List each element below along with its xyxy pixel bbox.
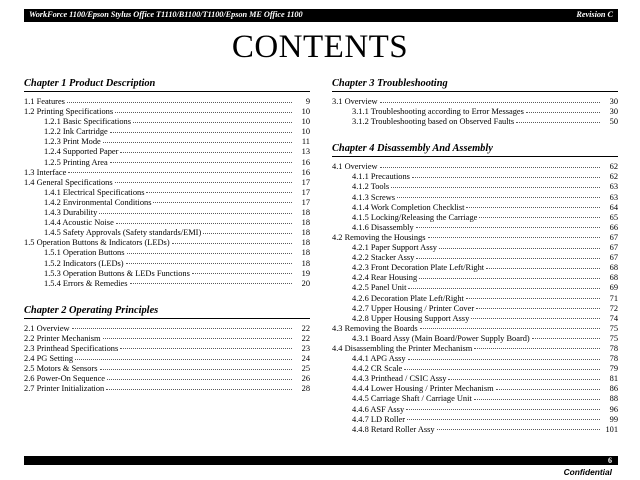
toc-entry-label: 3.1 Overview [332, 97, 378, 106]
toc-entry-page-number: 10 [301, 127, 310, 137]
toc-entry[interactable] [332, 393, 618, 403]
dot-leader [133, 116, 292, 124]
toc-entry[interactable] [24, 353, 310, 363]
toc-entry-label: 1.4.5 Safety Approvals (Safety standards/EMI) [44, 228, 202, 238]
contents-column-left [24, 78, 310, 446]
toc-entry-label: 4.4.8 Retard Roller Assy [352, 424, 435, 434]
toc-entry-label: 4.2 Removing the Housings [332, 232, 426, 242]
toc-entry-label: 4.4.2 CR Scale [352, 364, 403, 374]
chapter-spacer [24, 294, 310, 305]
toc-entry[interactable] [332, 293, 618, 303]
dot-leader [397, 192, 600, 200]
toc-entry-label: 2.4 PG Setting [24, 354, 74, 364]
toc-entry[interactable] [24, 217, 310, 227]
toc-entry[interactable] [332, 404, 618, 414]
toc-list [332, 96, 618, 126]
dot-leader [391, 181, 600, 189]
toc-entry-page-number: 30 [609, 97, 618, 106]
toc-entry-page-number: 18 [301, 208, 310, 218]
toc-entry-label: 4.2.1 Paper Support Assy [352, 243, 437, 253]
toc-entry-page-number: 18 [301, 258, 310, 268]
dot-leader [68, 167, 292, 175]
toc-entry-label: 2.2 Printer Mechanism [24, 333, 101, 343]
toc-entry[interactable] [332, 373, 618, 383]
toc-entry-label: 4.4.7 LD Roller [352, 414, 406, 424]
toc-entry[interactable] [24, 268, 310, 278]
dot-leader [67, 96, 292, 104]
toc-entry-page-number: 96 [609, 404, 618, 414]
toc-entry[interactable] [332, 333, 618, 343]
toc-entry[interactable] [24, 227, 310, 237]
chapter-block [332, 143, 618, 434]
toc-entry-label: 1.2.1 Basic Specifications [44, 117, 131, 127]
toc-entry[interactable] [24, 187, 310, 197]
dot-leader [107, 373, 292, 381]
page-title: CONTENTS [231, 29, 409, 65]
toc-entry[interactable] [24, 258, 310, 268]
dot-leader [380, 161, 600, 169]
dot-leader [100, 363, 292, 371]
toc-entry[interactable] [24, 207, 310, 217]
toc-entry[interactable] [332, 363, 618, 373]
toc-entry[interactable] [24, 136, 310, 146]
chapter-spacer [332, 132, 618, 143]
toc-entry-label: 1.5.3 Operation Buttons & LEDs Functions [44, 268, 190, 278]
toc-entry[interactable] [24, 383, 310, 393]
toc-entry-page-number: 17 [301, 187, 310, 197]
toc-entry-label: 4.2.6 Decoration Plate Left/Right [352, 293, 464, 303]
toc-entry[interactable] [332, 96, 618, 106]
toc-entry-label: 1.4.2 Environmental Conditions [44, 197, 152, 207]
chapter-heading[interactable]: Chapter 2 Operating Principles [24, 305, 310, 319]
toc-entry-label: 4.2.5 Panel Unit [352, 283, 407, 293]
toc-entry-page-number: 68 [609, 263, 618, 273]
dot-leader [103, 136, 292, 144]
toc-entry-page-number: 28 [301, 384, 310, 394]
toc-entry-page-number: 18 [301, 238, 310, 248]
toc-entry-label: 4.2.2 Stacker Assy [352, 253, 415, 263]
toc-entry-label: 4.4.6 ASF Assy [352, 404, 405, 414]
toc-entry[interactable] [24, 373, 310, 383]
toc-entry[interactable] [24, 323, 310, 333]
toc-entry-page-number: 17 [301, 197, 310, 207]
header-product-line: WorkForce 1100/Epson Stylus Office T1110/B1100/T1100/Epson ME Office 1100 [29, 10, 303, 20]
dot-leader [116, 217, 292, 225]
dot-leader [115, 177, 292, 185]
toc-entry-page-number: 50 [609, 117, 618, 127]
toc-entry-page-number: 65 [609, 212, 618, 222]
toc-entry[interactable] [332, 313, 618, 323]
toc-entry-page-number: 99 [609, 414, 618, 424]
toc-entry[interactable] [24, 197, 310, 207]
dot-leader [476, 303, 600, 311]
dot-leader [466, 202, 600, 210]
running-header [24, 9, 618, 22]
toc-entry-label: 2.1 Overview [24, 323, 70, 333]
toc-entry[interactable] [24, 333, 310, 343]
toc-entry-label: 4.1 Overview [332, 162, 378, 172]
dot-leader [516, 116, 600, 124]
toc-entry-page-number: 72 [609, 303, 618, 313]
dot-leader [474, 343, 600, 351]
toc-entry[interactable] [332, 252, 618, 262]
toc-entry-page-number: 88 [609, 394, 618, 404]
dot-leader [439, 242, 600, 250]
toc-entry[interactable] [332, 383, 618, 393]
toc-entry-label: 4.2.4 Rear Housing [352, 273, 418, 283]
dot-leader [408, 353, 600, 361]
toc-entry-page-number: 71 [609, 293, 618, 303]
toc-entry-label: 4.4.5 Carriage Shaft / Carriage Unit [352, 394, 472, 404]
dot-leader [466, 293, 600, 301]
dot-leader [130, 278, 292, 286]
toc-entry[interactable] [24, 278, 310, 288]
dot-leader [192, 268, 292, 276]
toc-entry[interactable] [24, 343, 310, 353]
toc-entry-page-number: 75 [609, 333, 618, 343]
dot-leader [99, 207, 292, 215]
toc-entry[interactable] [24, 106, 310, 116]
toc-entry-page-number: 10 [301, 117, 310, 127]
toc-entry-label: 1.5.4 Errors & Remedies [44, 278, 128, 288]
toc-entry[interactable] [24, 146, 310, 156]
dot-leader [428, 232, 600, 240]
toc-entry[interactable] [332, 222, 618, 232]
toc-entry-label: 4.2.3 Front Decoration Plate Left/Right [352, 263, 485, 273]
toc-entry[interactable] [24, 237, 310, 247]
toc-entry[interactable] [332, 424, 618, 434]
toc-entry-label: 3.1.1 Troubleshooting according to Error Messages [352, 107, 524, 117]
dot-leader [406, 404, 600, 412]
toc-entry-label: 4.2.7 Upper Housing / Printer Cover [352, 303, 475, 313]
toc-entry-page-number: 67 [609, 232, 618, 242]
toc-entry-label: 1.4.1 Electrical Specifications [44, 187, 145, 197]
toc-entry[interactable] [332, 272, 618, 282]
toc-entry-page-number: 101 [605, 424, 618, 434]
dot-leader [526, 106, 600, 114]
toc-entry-page-number: 9 [305, 97, 310, 106]
toc-entry-page-number: 18 [301, 218, 310, 228]
toc-entry-label: 1.2.4 Supported Paper [44, 147, 119, 157]
toc-entry-label: 1.2.5 Printing Area [44, 157, 108, 167]
toc-entry-label: 2.5 Motors & Sensors [24, 364, 98, 374]
dot-leader [72, 323, 292, 331]
dot-leader [380, 96, 600, 104]
toc-entry[interactable] [332, 232, 618, 242]
toc-entry-label: 1.5 Operation Buttons & Indicators (LEDs) [24, 238, 170, 248]
toc-entry-label: 4.4.3 Printhead / CSIC Assy [352, 374, 447, 384]
toc-entry-label: 1.4 General Specifications [24, 177, 113, 187]
toc-entry-label: 1.1 Features [24, 97, 65, 106]
dot-leader [408, 282, 600, 290]
toc-entry-page-number: 18 [301, 228, 310, 238]
toc-entry[interactable] [332, 343, 618, 353]
toc-entry[interactable] [24, 126, 310, 136]
toc-entry-label: 4.3 Removing the Boards [332, 323, 418, 333]
toc-entry-page-number: 10 [301, 107, 310, 117]
toc-entry-label: 4.4.4 Lower Housing / Printer Mechanism [352, 384, 494, 394]
toc-entry-page-number: 86 [609, 384, 618, 394]
dot-leader [416, 252, 600, 260]
chapter-heading[interactable]: Chapter 1 Product Description [24, 78, 310, 92]
toc-entry-page-number: 75 [609, 323, 618, 333]
toc-entry[interactable] [24, 247, 310, 257]
toc-entry-page-number: 20 [301, 278, 310, 288]
toc-entry[interactable] [332, 242, 618, 252]
toc-entry-page-number: 66 [609, 222, 618, 232]
dot-leader [75, 353, 292, 361]
toc-entry[interactable] [24, 96, 310, 106]
toc-entry[interactable] [332, 192, 618, 202]
dot-leader [486, 262, 600, 270]
toc-entry[interactable] [332, 323, 618, 333]
dot-leader [103, 333, 292, 341]
toc-entry-page-number: 19 [301, 268, 310, 278]
toc-entry-label: 4.1.1 Precautions [352, 172, 410, 182]
toc-entry[interactable] [332, 161, 618, 171]
toc-entry-label: 4.1.5 Locking/Releasing the Carriage [352, 212, 478, 222]
toc-entry-page-number: 69 [609, 283, 618, 293]
toc-entry-page-number: 23 [301, 343, 310, 353]
toc-entry[interactable] [332, 262, 618, 272]
toc-entry-label: 1.5.1 Operation Buttons [44, 248, 125, 258]
toc-entry-label: 4.1.3 Screws [352, 192, 396, 202]
toc-entry-label: 2.3 Printhead Specifications [24, 343, 119, 353]
toc-entry-page-number: 67 [609, 253, 618, 263]
header-revision: Revision C [576, 10, 613, 20]
toc-entry-page-number: 79 [609, 364, 618, 374]
toc-entry-page-number: 13 [301, 147, 310, 157]
dot-leader [110, 157, 292, 165]
dot-leader [172, 237, 292, 245]
toc-entry-page-number: 63 [609, 182, 618, 192]
toc-entry-page-number: 62 [609, 162, 618, 172]
toc-entry-page-number: 16 [301, 167, 310, 177]
toc-entry-label: 1.2.3 Print Mode [44, 137, 101, 147]
dot-leader [496, 383, 600, 391]
toc-entry[interactable] [332, 116, 618, 126]
dot-leader [479, 212, 600, 220]
dot-leader [416, 222, 600, 230]
dot-leader [471, 313, 600, 321]
toc-list [332, 161, 618, 434]
toc-entry[interactable] [332, 303, 618, 313]
toc-entry-page-number: 22 [301, 333, 310, 343]
toc-entry[interactable] [24, 116, 310, 126]
dot-leader [127, 247, 293, 255]
chapter-block [24, 78, 310, 288]
toc-entry-page-number: 81 [609, 374, 618, 384]
toc-entry-page-number: 64 [609, 202, 618, 212]
toc-entry-page-number: 62 [609, 172, 618, 182]
toc-entry-label: 3.1.2 Troubleshooting based on Observed Faults [352, 117, 515, 127]
footer-page-number: 6 [608, 455, 612, 465]
toc-entry-page-number: 78 [609, 354, 618, 364]
dot-leader [115, 106, 292, 114]
toc-entry[interactable] [24, 167, 310, 177]
dot-leader [120, 146, 292, 154]
toc-entry-label: 1.4.4 Acoustic Noise [44, 218, 114, 228]
toc-entry-label: 1.3 Interface [24, 167, 67, 177]
chapter-heading[interactable]: Chapter 4 Disassembly And Assembly [332, 143, 618, 157]
dot-leader [404, 363, 600, 371]
toc-entry-page-number: 63 [609, 192, 618, 202]
chapter-block [332, 78, 618, 126]
toc-entry-page-number: 17 [301, 177, 310, 187]
toc-entry-label: 1.4.3 Durability [44, 208, 98, 218]
toc-entry-label: 1.2 Printing Specifications [24, 107, 114, 117]
dot-leader [407, 414, 600, 422]
contents-columns [24, 78, 618, 446]
dot-leader [448, 373, 600, 381]
toc-entry[interactable] [332, 212, 618, 222]
dot-leader [412, 171, 600, 179]
toc-entry[interactable] [332, 353, 618, 363]
toc-entry-page-number: 74 [609, 313, 618, 323]
dot-leader [474, 393, 600, 401]
toc-entry-page-number: 25 [301, 364, 310, 374]
running-footer [24, 456, 618, 465]
toc-entry-page-number: 24 [301, 354, 310, 364]
dot-leader [437, 424, 600, 432]
toc-entry-page-number: 18 [301, 248, 310, 258]
toc-entry-page-number: 22 [301, 323, 310, 333]
dot-leader [110, 126, 292, 134]
toc-entry[interactable] [332, 181, 618, 191]
chapter-heading[interactable]: Chapter 3 Troubleshooting [332, 78, 618, 92]
toc-entry-label: 4.1.6 Disassembly [352, 222, 414, 232]
toc-entry-label: 2.7 Printer Initialization [24, 384, 105, 394]
contents-column-right [332, 78, 618, 446]
dot-leader [120, 343, 292, 351]
toc-entry[interactable] [332, 414, 618, 424]
confidential-notice: Confidential [563, 467, 612, 477]
toc-entry-label: 1.5.2 Indicators (LEDs) [44, 258, 124, 268]
toc-entry-label: 4.4 Disassembling the Printer Mechanism [332, 343, 473, 353]
toc-entry-page-number: 26 [301, 374, 310, 384]
toc-entry-label: 4.3.1 Board Assy (Main Board/Power Supply Board) [352, 333, 530, 343]
toc-entry[interactable] [24, 177, 310, 187]
toc-list [24, 323, 310, 394]
chapter-block [24, 305, 310, 394]
toc-entry[interactable] [24, 157, 310, 167]
toc-entry-page-number: 11 [301, 137, 310, 147]
dot-leader [106, 383, 292, 391]
dot-leader [146, 187, 292, 195]
toc-entry-label: 1.2.2 Ink Cartridge [44, 127, 108, 137]
dot-leader [420, 323, 600, 331]
toc-entry[interactable] [332, 282, 618, 292]
toc-entry[interactable] [24, 363, 310, 373]
toc-entry[interactable] [332, 202, 618, 212]
dot-leader [153, 197, 292, 205]
toc-entry-label: 4.1.2 Tools [352, 182, 390, 192]
toc-list [24, 96, 310, 288]
toc-entry-label: 4.1.4 Work Completion Checklist [352, 202, 465, 212]
toc-entry-page-number: 68 [609, 273, 618, 283]
toc-entry[interactable] [332, 106, 618, 116]
dot-leader [532, 333, 600, 341]
dot-leader [126, 258, 292, 266]
toc-entry-page-number: 78 [609, 343, 618, 353]
toc-entry-page-number: 16 [301, 157, 310, 167]
toc-entry-page-number: 30 [609, 107, 618, 117]
toc-entry-label: 4.4.1 APG Assy [352, 354, 406, 364]
toc-entry-label: 4.2.8 Upper Housing Support Assy [352, 313, 470, 323]
toc-entry-label: 2.6 Power-On Sequence [24, 374, 106, 384]
toc-entry-page-number: 67 [609, 243, 618, 253]
dot-leader [419, 272, 600, 280]
dot-leader [203, 227, 292, 235]
toc-entry[interactable] [332, 171, 618, 181]
